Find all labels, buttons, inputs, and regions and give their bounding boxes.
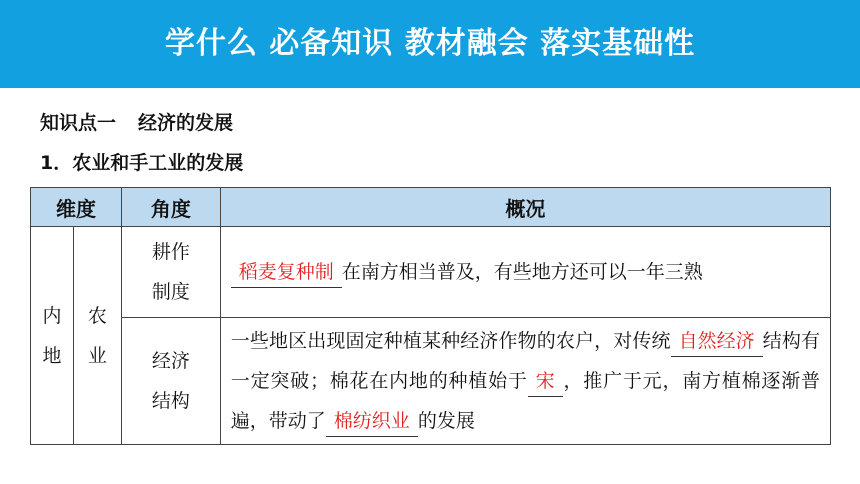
overview-text: 在南方相当普及，有些地方还可以一年三熟 — [341, 261, 703, 283]
angle-text: 制度 — [151, 281, 190, 303]
sector-char: 农 — [87, 304, 107, 327]
overview-text: ，推广于元，南方植棉逐渐普遍，带动了 — [230, 370, 820, 432]
overview-text: 结构有一定突破；棉花在内地的种植始于 — [230, 330, 820, 392]
header-dimension: 维度 — [31, 188, 122, 227]
region-cell — [31, 227, 74, 445]
header-overview: 概况 — [220, 188, 830, 227]
table-header-row — [31, 188, 831, 227]
table-row — [31, 318, 831, 445]
knowledge-table — [30, 187, 831, 445]
knowledge-point-number: 知识点一 — [40, 112, 117, 134]
header-angle: 角度 — [121, 188, 220, 227]
region-char: 内 — [42, 304, 62, 327]
region-char: 地 — [42, 344, 62, 367]
section-heading: 1．农业和手工业的发展 — [40, 152, 244, 174]
answer-blank: 棉纺织业 — [326, 406, 418, 437]
table-row — [31, 227, 831, 318]
overview-text: 一些地区出现固定种植某种经济作物的农户，对传统 — [230, 330, 671, 352]
angle-cell — [121, 318, 220, 445]
knowledge-point-title: 经济的发展 — [138, 112, 234, 134]
overview-cell — [220, 318, 830, 445]
banner-title: 学什么 必备知识 教材融会 落实基础性 — [164, 26, 696, 61]
angle-text: 经济 — [151, 350, 190, 372]
knowledge-point-heading — [40, 108, 233, 135]
sector-cell — [73, 227, 121, 445]
answer-blank: 稻麦复种制 — [231, 257, 342, 288]
angle-text: 结构 — [151, 390, 190, 412]
overview-text: 的发展 — [417, 410, 475, 432]
answer-blank: 宋 — [528, 366, 563, 397]
angle-text: 耕作 — [151, 241, 190, 263]
overview-cell — [220, 227, 830, 318]
angle-cell — [121, 227, 220, 318]
header-banner — [0, 0, 860, 88]
sector-char: 业 — [87, 344, 107, 367]
answer-blank: 自然经济 — [671, 326, 763, 357]
